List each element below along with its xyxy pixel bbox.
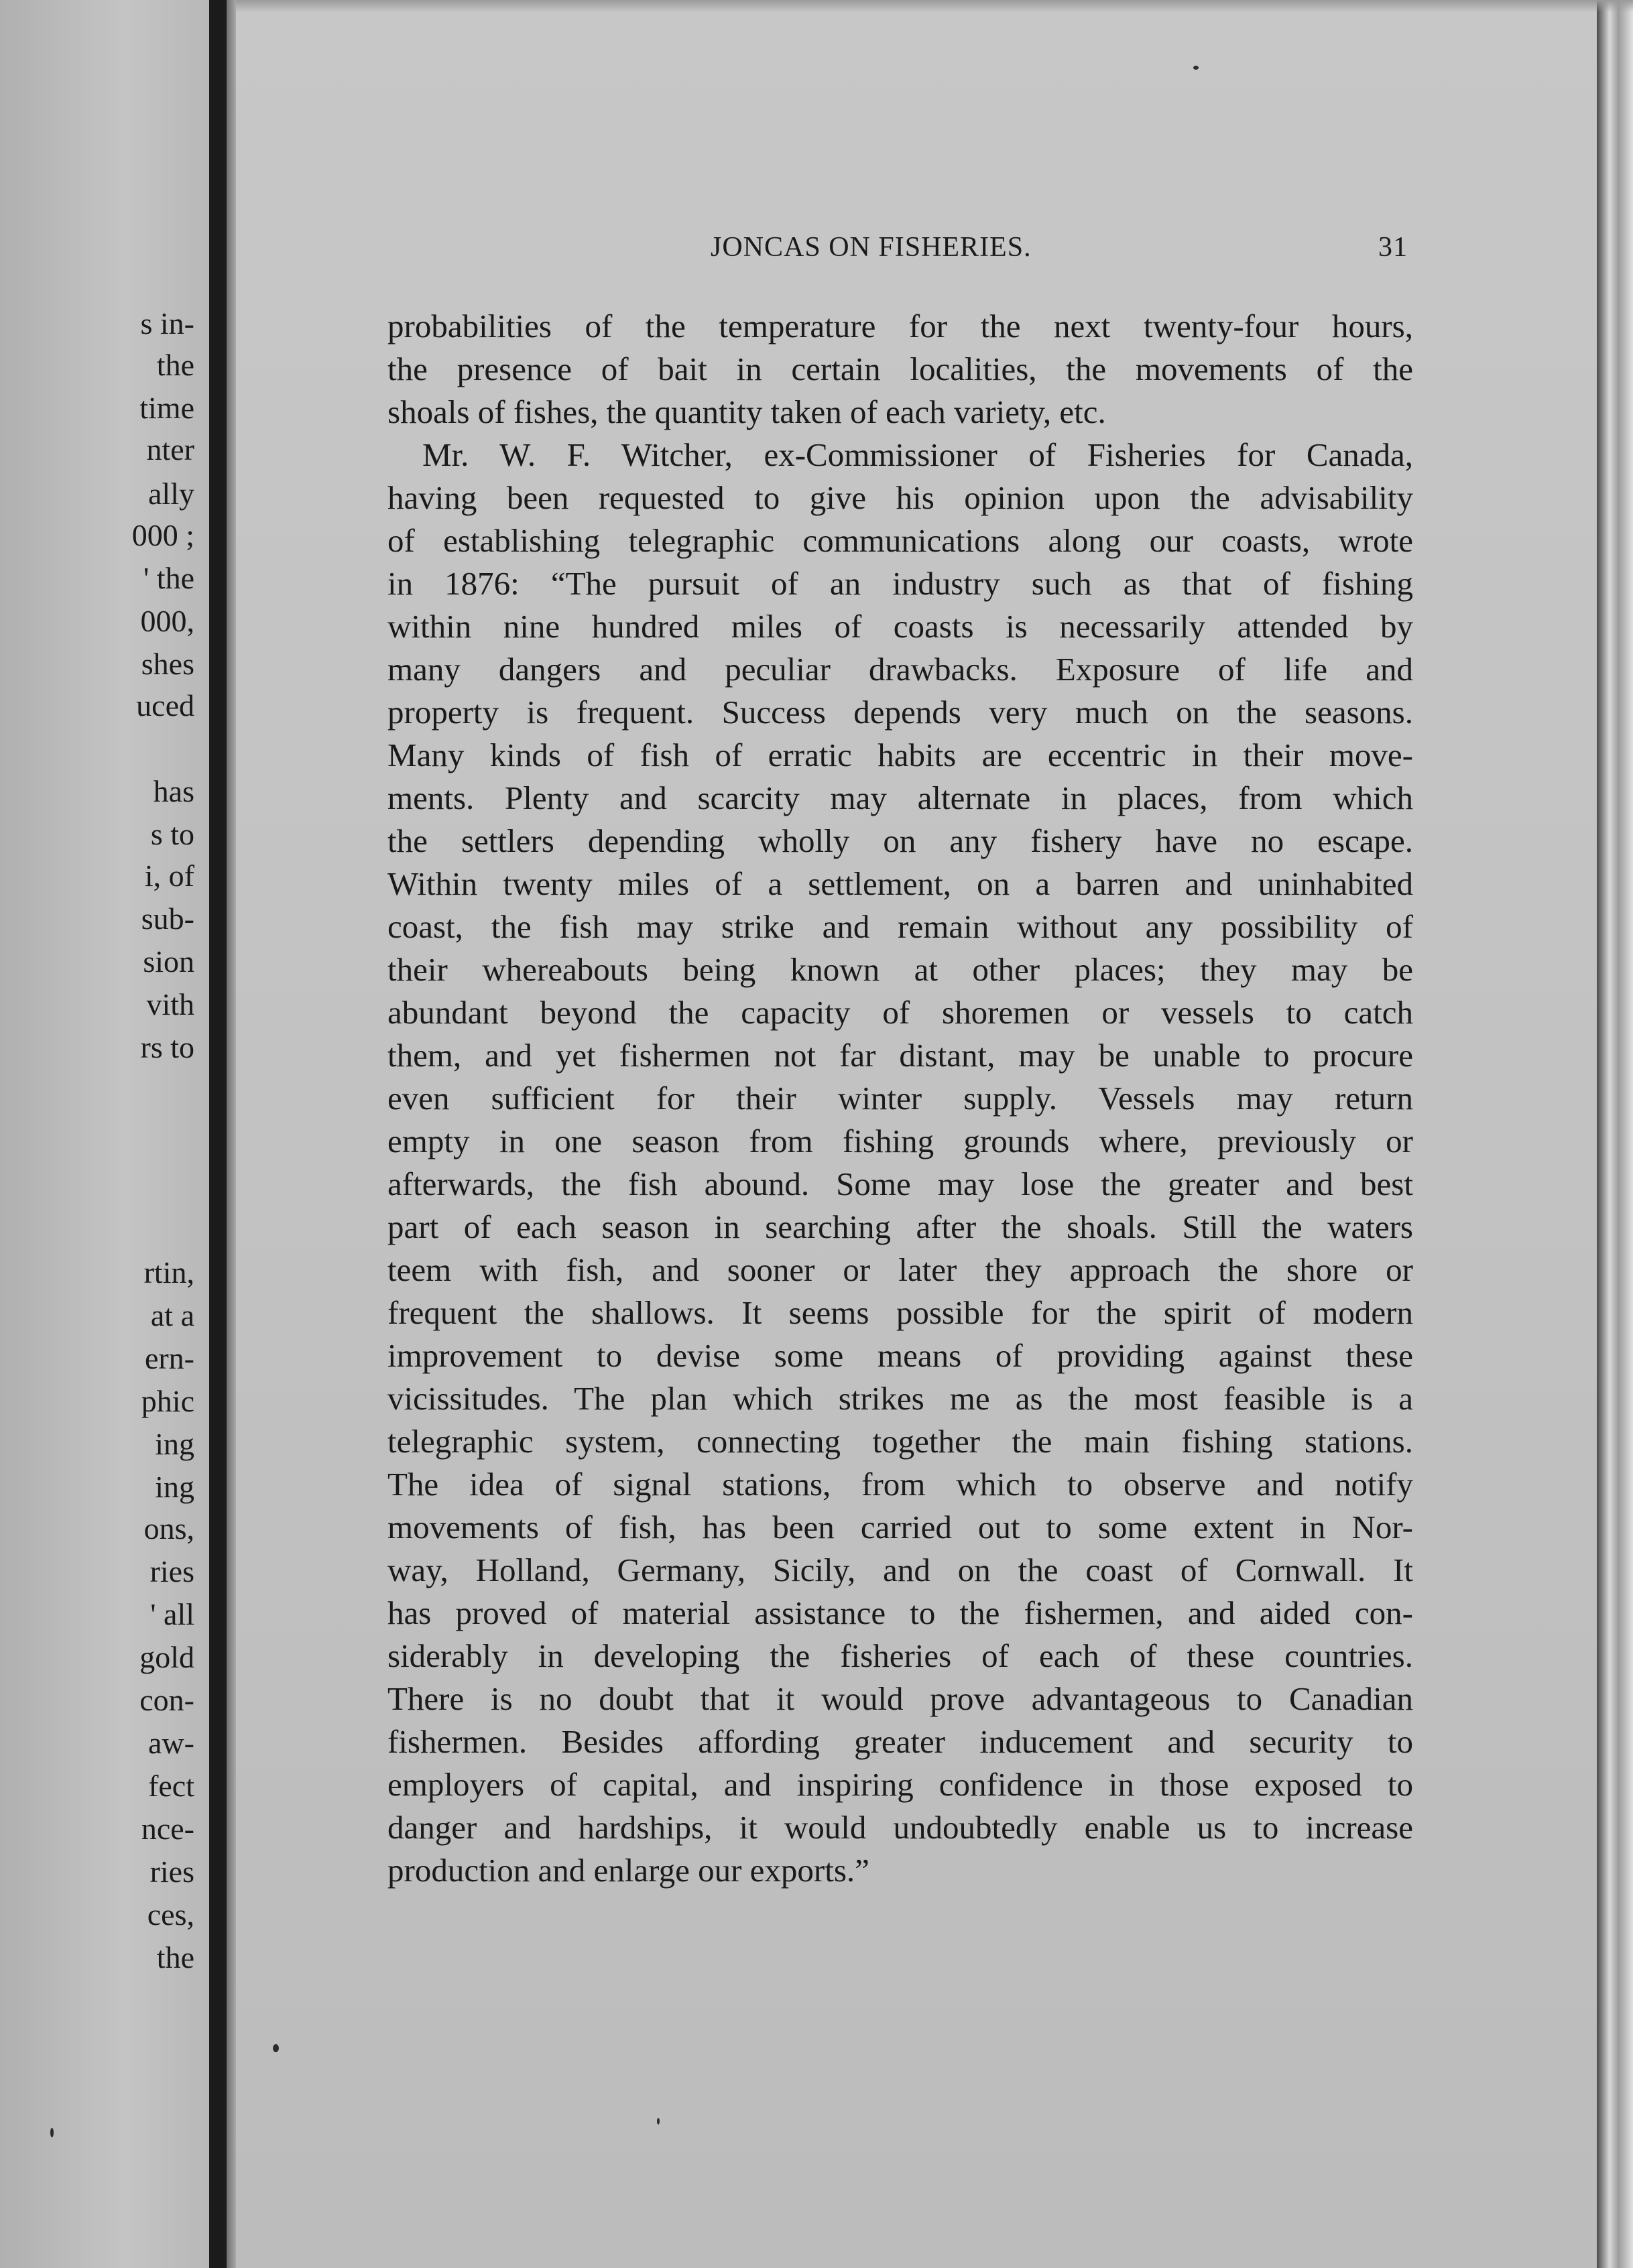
left-page-fragment: i, of — [144, 859, 194, 893]
text-line: vicissitudes. The plan which strikes me as the most feasible is a — [387, 1380, 1413, 1417]
text-line: many dangers and peculiar drawbacks. Exposure of life and — [387, 651, 1413, 688]
scan-speck — [273, 2044, 279, 2052]
left-page-fragment: aw- — [148, 1726, 194, 1760]
text-line: the presence of bait in certain localities, the movements of the — [387, 351, 1413, 387]
text-line: Within twenty miles of a settlement, on a barren and uninhabited — [387, 865, 1413, 902]
text-line: production and enlarge our exports.” — [387, 1852, 869, 1889]
text-line: even sufficient for their winter supply. Vessels may return — [387, 1080, 1413, 1117]
gutter-shadow — [227, 0, 236, 2268]
left-page-fragment: uced — [136, 688, 194, 722]
left-page-fragment: s to — [150, 817, 194, 851]
left-page-fragment: ons, — [143, 1511, 194, 1546]
top-edge-shadow — [236, 0, 1633, 12]
left-page-fragment: ern- — [144, 1341, 194, 1375]
text-line: fishermen. Besides affording greater inducement and security to — [387, 1723, 1413, 1760]
text-line: of establishing telegraphic communications along our coasts, wrote — [387, 522, 1413, 559]
left-page-fragment: ally — [148, 477, 194, 511]
page-gutter — [209, 0, 227, 2268]
text-line: ments. Plenty and scarcity may alternate in places, from which — [387, 779, 1413, 816]
text-line: telegraphic system, connecting together the main fishing stations. — [387, 1423, 1413, 1460]
text-line: Many kinds of fish of erratic habits are eccentric in their move- — [387, 737, 1413, 773]
text-line: There is no doubt that it would prove advantageous to Canadian — [387, 1680, 1413, 1717]
text-line: within nine hundred miles of coasts is necessarily attended by — [387, 608, 1413, 645]
text-line: coast, the fish may strike and remain without any possibility of — [387, 908, 1413, 945]
text-line: in 1876: “The pursuit of an industry such as that of fishing — [387, 565, 1413, 602]
text-line: movements of fish, has been carried out to some extent in Nor- — [387, 1509, 1413, 1546]
text-line: afterwards, the fish abound. Some may lose the greater and best — [387, 1166, 1413, 1202]
left-page-fragment: vith — [146, 987, 194, 1021]
text-line: probabilities of the temperature for the next twenty-four hours, — [387, 308, 1413, 344]
left-page-fragment: the — [156, 1940, 194, 1974]
left-page-fragment: ' all — [150, 1597, 194, 1631]
text-line: has proved of material assistance to the fishermen, and aided con- — [387, 1594, 1413, 1631]
running-head: JONCAS ON FISHERIES. — [711, 232, 1032, 263]
left-page-fragment: gold — [139, 1640, 194, 1674]
left-page-fragment: time — [139, 391, 194, 425]
left-page-fragment: ' the — [143, 561, 194, 595]
left-page-fragment: s in- — [140, 306, 194, 340]
text-line: the settlers depending wholly on any fishery have no escape. — [387, 822, 1413, 859]
text-line: having been requested to give his opinion upon the advisability — [387, 479, 1413, 516]
left-page-fragment: 000 ; — [131, 518, 194, 552]
page-number: 31 — [1378, 232, 1408, 263]
text-line: teem with fish, and sooner or later they approach the shore or — [387, 1251, 1413, 1288]
left-page-fragment: rs to — [140, 1030, 194, 1064]
scan-speck — [50, 2128, 54, 2137]
text-line: employers of capital, and inspiring confidence in those exposed to — [387, 1766, 1413, 1803]
text-line: shoals of fishes, the quantity taken of each variety, etc. — [387, 393, 1106, 430]
left-page-fragment: ries — [149, 1554, 194, 1588]
page-edge — [1597, 0, 1633, 2268]
left-page-fragment: phic — [141, 1384, 194, 1418]
left-page-fragment: nce- — [141, 1812, 194, 1846]
text-line: The idea of signal stations, from which to observe and notify — [387, 1466, 1413, 1503]
text-line: siderably in developing the fisheries of each of these countries. — [387, 1637, 1413, 1674]
left-page-fragment: fect — [148, 1769, 194, 1803]
left-page-fragment: sub- — [141, 901, 194, 936]
left-page-fragment: nter — [146, 432, 194, 466]
left-page-fragment: ing — [155, 1427, 194, 1461]
scan-speck — [657, 2118, 660, 2125]
left-page-fragment: the — [156, 348, 194, 382]
text-line: part of each season in searching after the shoals. Still the waters — [387, 1208, 1413, 1245]
left-page-fragment: sion — [143, 944, 194, 979]
text-line: way, Holland, Germany, Sicily, and on the coast of Cornwall. It — [387, 1552, 1413, 1588]
left-page-fragment: ing — [155, 1470, 194, 1504]
left-page-fragment: rtin, — [143, 1255, 194, 1289]
text-line: their whereabouts being known at other places; they may be — [387, 951, 1413, 988]
text-line: property is frequent. Success depends very much on the seasons. — [387, 694, 1413, 731]
paragraph-2 — [387, 434, 1413, 1892]
text-line: Mr. W. F. Witcher, ex-Commissioner of Fisheries for Canada, — [422, 436, 1413, 473]
text-line: improvement to devise some means of providing against these — [387, 1337, 1413, 1374]
left-page-fragment: con- — [139, 1683, 194, 1717]
text-line: frequent the shallows. It seems possible for the spirit of modern — [387, 1294, 1413, 1331]
text-line: abundant beyond the capacity of shoremen or vessels to catch — [387, 994, 1413, 1031]
body-text — [387, 305, 1413, 1892]
left-page-fragment: ces, — [147, 1897, 194, 1932]
text-line: them, and yet fishermen not far distant, may be unable to procure — [387, 1037, 1413, 1074]
left-page-fragment: has — [153, 774, 194, 808]
paragraph-1 — [387, 305, 1413, 434]
left-page-fragment: ries — [149, 1854, 194, 1889]
left-page-fragment: 000, — [140, 604, 194, 638]
left-page-fragment: at a — [150, 1298, 194, 1332]
left-page-fragment: shes — [141, 647, 194, 681]
text-line: danger and hardships, it would undoubtedly enable us to increase — [387, 1809, 1413, 1846]
scan-speck — [1193, 66, 1199, 70]
text-line: empty in one season from fishing grounds where, previously or — [387, 1123, 1413, 1159]
